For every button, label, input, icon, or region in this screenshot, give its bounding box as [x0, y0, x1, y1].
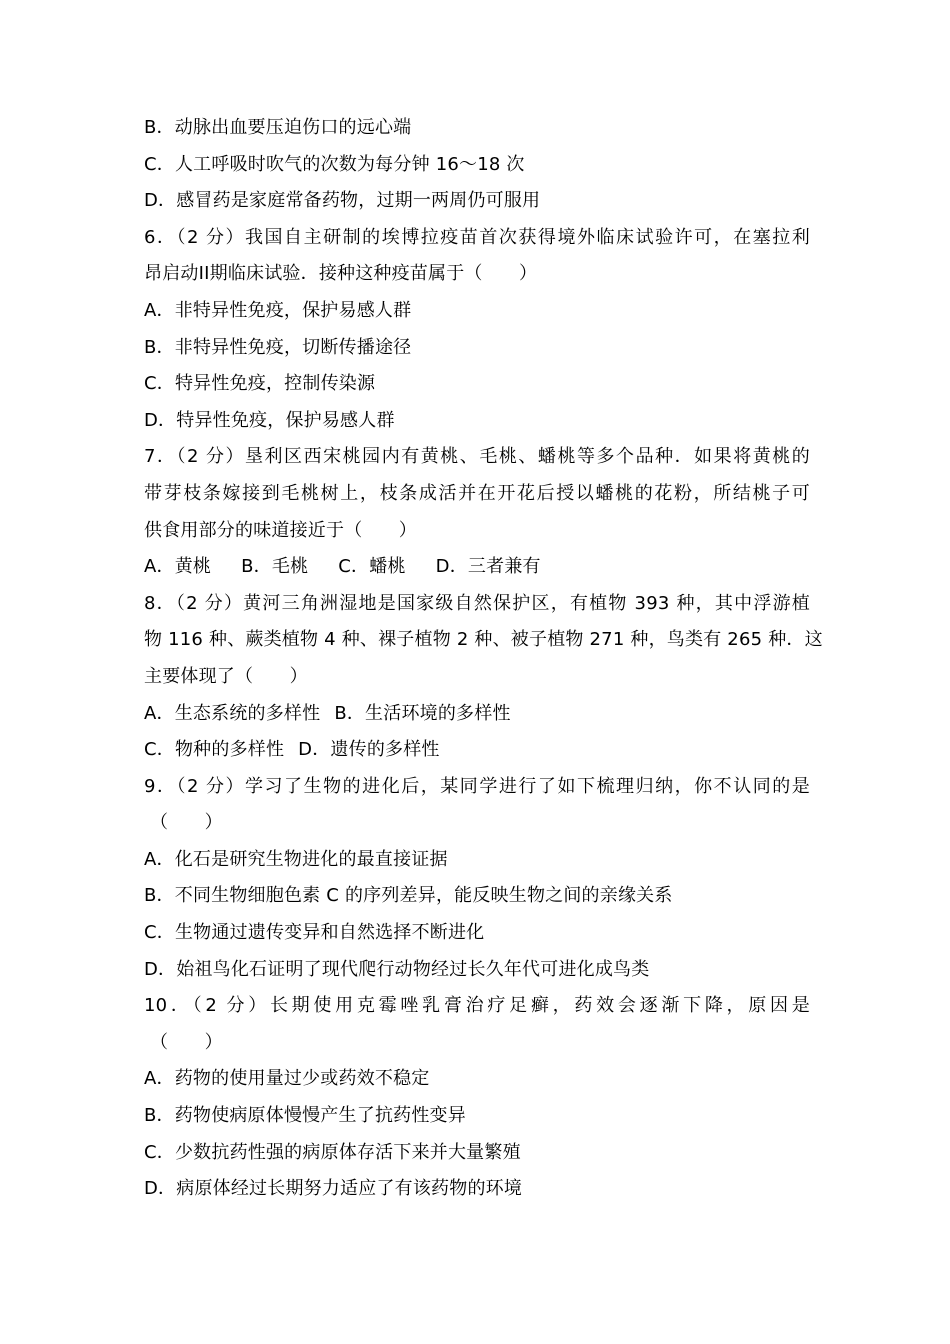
q9-option-c: C．生物通过遗传变异和自然选择不断进化: [144, 922, 485, 944]
q8-option-c: C．物种的多样性: [144, 739, 285, 761]
q5-option-b: B．动脉出血要压迫伤口的远心端: [144, 117, 412, 138]
q10-stem-line-2: （ ）: [150, 1031, 223, 1053]
q6-stem-line-2: 昂启动II期临床试验．接种这种疫苗属于（ ）: [144, 263, 538, 285]
q5-option-c: C．人工呼吸时吹气的次数为每分钟 16～18 次: [144, 153, 525, 175]
q9-stem-line-2: （ ）: [150, 812, 223, 834]
q7-stem-line-2: 带芽枝条嫁接到毛桃树上，枝条成活并在开花后授以蟠桃的花粉，所结桃子可: [144, 482, 810, 504]
q8-option-b: B．生活环境的多样性: [334, 702, 511, 724]
q9-option-a: A．化石是研究生物进化的最直接证据: [144, 848, 448, 870]
q6-option-a: A．非特异性免疫，保护易感人群: [144, 299, 412, 321]
q8-stem-line-3: 主要体现了（ ）: [144, 665, 308, 687]
q6-stem-line-1: 6．（2 分）我国自主研制的埃博拉疫苗首次获得境外临床试验许可，在塞拉利: [144, 226, 810, 248]
q7-option-b: B．毛桃: [241, 556, 309, 578]
q6-option-b: B．非特异性免疫，切断传播途径: [144, 336, 412, 358]
q9-option-d: D．始祖鸟化石证明了现代爬行动物经过长久年代可进化成鸟类: [144, 958, 650, 980]
q7-option-c: C．蟠桃: [338, 556, 406, 578]
question-content: [144, 110, 823, 1208]
q10-option-a: A．药物的使用量过少或药效不稳定: [144, 1068, 430, 1090]
q5-option-d: D．感冒药是家庭常备药物，过期一两周仍可服用: [144, 190, 541, 212]
q8-stem-line-1: 8．（2 分）黄河三角洲湿地是国家级自然保护区，有植物 393 种，其中浮游植: [144, 592, 810, 614]
q8-stem-line-2: 物 116 种、蕨类植物 4 种、裸子植物 2 种、被子植物 271 种，鸟类有 265 种．这: [144, 629, 823, 651]
q10-option-d: D．病原体经过长期努力适应了有该药物的环境: [144, 1178, 523, 1200]
q6-option-c: C．特异性免疫，控制传染源: [144, 373, 376, 395]
q10-stem-line-1: 10．（2 分）长期使用克霉唑乳膏治疗足癣，药效会逐渐下降，原因是: [144, 995, 810, 1017]
q7-option-d: D．三者兼有: [435, 556, 541, 578]
q8-option-d: D．遗传的多样性: [298, 739, 440, 761]
q10-option-c: C．少数抗药性强的病原体存活下来并大量繁殖: [144, 1141, 521, 1163]
q7-option-a: A．黄桃: [144, 556, 212, 578]
q8-option-a: A．生态系统的多样性: [144, 702, 321, 724]
q9-option-b: B．不同生物细胞色素 C 的序列差异，能反映生物之间的亲缘关系: [144, 885, 673, 907]
q10-option-b: B．药物使病原体慢慢产生了抗药性变异: [144, 1105, 466, 1127]
q7-stem-line-1: 7．（2 分）垦利区西宋桃园内有黄桃、毛桃、蟠桃等多个品种．如果将黄桃的: [144, 446, 810, 468]
q7-options: [144, 549, 810, 586]
q9-stem-line-1: 9．（2 分）学习了生物的进化后，某同学进行了如下梳理归纳，你不认同的是: [144, 775, 810, 797]
q8-options-row-2: [144, 732, 810, 769]
q7-stem-line-3: 供食用部分的味道接近于（ ）: [144, 519, 417, 541]
q6-option-d: D．特异性免疫，保护易感人群: [144, 409, 395, 431]
q8-options-row-1: [144, 696, 810, 733]
